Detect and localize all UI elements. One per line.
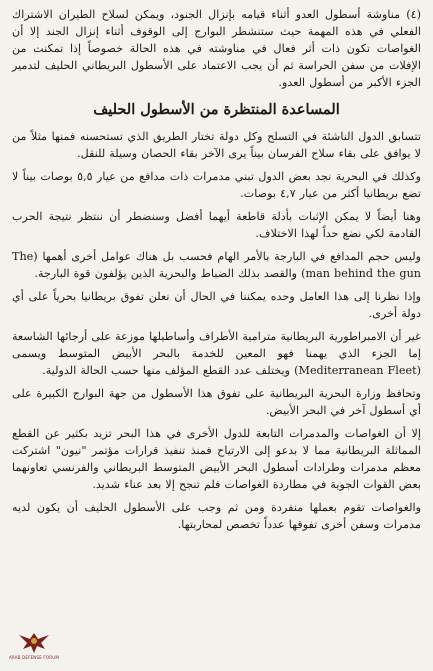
eagle-emblem-icon	[17, 629, 51, 655]
paragraph-3: وهنا أيضاً لا يمكن الإثبات بأدلة قاطعة أيهما أفضل وسنضطر أن ننتظر نتيجة الحرب القادمة لكي نضع حداً لهذا الاختلاف.	[12, 210, 421, 240]
paragraph-5: وإذا نظرنا إلى هذا العامل وحده يمكننا في الحال أن نعلن تفوق بريطانيا بحرياً على أي دولة أخرى.	[12, 290, 421, 320]
paragraph-1: تتسابق الدول الناشئة في التسلح وكل دولة تختار الطريق الذي تستحسنه فمنها مثلاً من لا يوافق على بقاء سلاح الفرسان بيناً يرى الآخر بقاء الحصان وسيلة للنقل.	[12, 130, 421, 160]
paragraph-8: إلا أن الغواصات والمدمرات التابعة للدول الأخرى في هذا البحر تزيد بكثير عن القطع المماثلة البريطانية مما لا بدعو إلى الارتياح فمنذ تنفيذ قرارات مؤتمر "نيون" اشتركت معظم مدمرات وطرادات أسطول البحر الأبيض المتوسط البريطاني والفرنسي تعاونهما بعض القوات الجوية في مطاردة الغواصات فلم تنجح إلا بعد عناء شديد.	[12, 427, 421, 491]
forum-watermark-logo	[4, 629, 64, 669]
section-heading: المساعدة المنتظرة من الأسطول الحليف	[93, 101, 340, 118]
logo-caption: ARAB DEFENSE FORUM	[8, 655, 60, 660]
paragraph-7: وتحافظ وزارة البحرية البريطانية على تفوق هذا الأسطول من جهة البوارج الكبيرة على أي أسطول آخر في البحر الأبيض.	[12, 387, 421, 417]
paragraph-4: وليس حجم المدافع في البارجة بالأمر الهام فحسب بل هناك عوامل أخرى أهمها (The man behind the gun) والقصد بذلك الضباط والبحرية الذين يؤلفون قوة البارجة.	[12, 250, 421, 280]
paragraph-6: غير أن الامبراطورية البريطانية مترامية الأطراف وأساطيلها موزعة على أرجائها الشاسعة إما الجزء الذي يهمنا فهو المعين للخدمة بالبحر الأبيض المتوسط ويسمى (Mediterranean Fleet) ويختلف عدد القطع المؤلف منها حسب الحالة الدولية.	[12, 330, 421, 377]
paragraph-intro: (٤) مناوشة أسطول العدو أثناء قيامه بإنزال الجنود، ويمكن لسلاح الطيران الاشتراك الفعلي في هذه المهمة حيث ستنشطر البوارج إلى الوقوف أثناء إنزال الجند إلا أن الغواصات تكون ذات أثر فعال في مناوشته في هذه الحالة خصوصاً إذا تمكنت من الإفلات من سفن الحراسة ثم أن يجب الاعتماد على الأسطول البريطاني الحليف لتدمير الجزء الأكبر من أسطول العدو.	[12, 8, 421, 89]
paragraph-2: وكذلك في البحرية نجد بعض الدول تبني مدمرات ذات مدافع من عيار ٥,٥ بوصات بيناً لا تضع بريطانيا أكثر من عيار ٤,٧ بوصات.	[12, 170, 421, 200]
paragraph-9: والغواصات تقوم بعملها منفردة ومن ثم وجب على الأسطول الحليف أن يكون لديه مدمرات وسفن أخرى تفوقها عدداً تخصص لمحاربتها.	[12, 501, 421, 531]
